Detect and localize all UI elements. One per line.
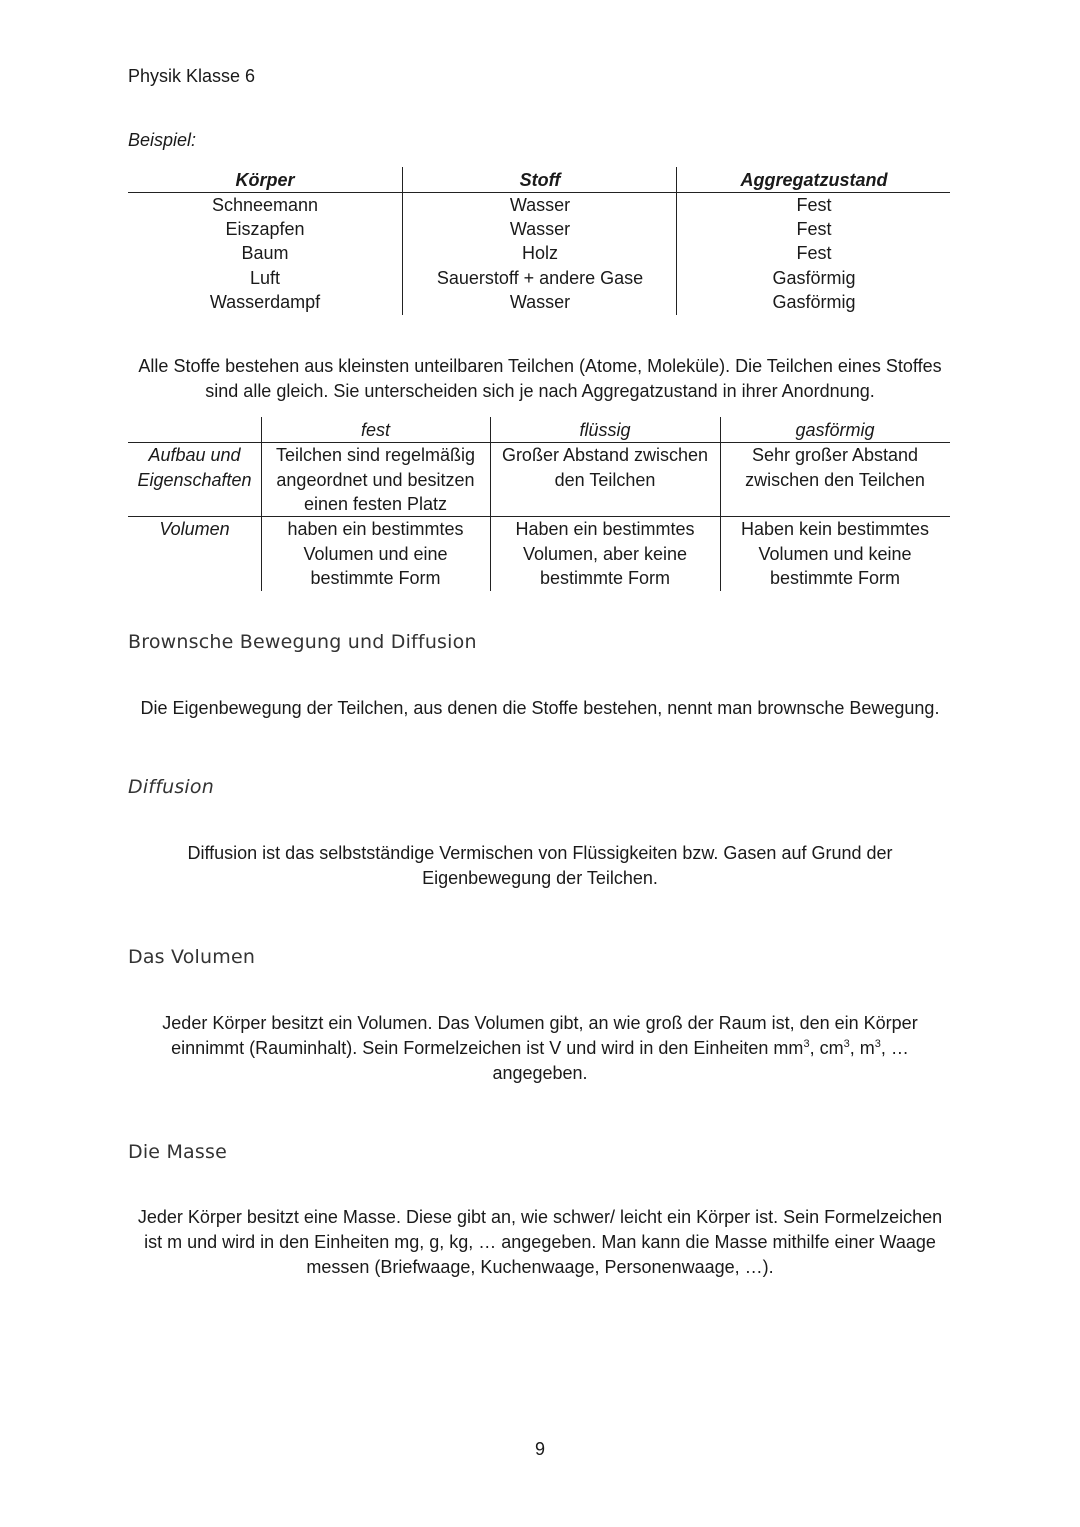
table-cell: Fest [796, 243, 832, 263]
text-segment: , … [880, 1038, 909, 1058]
text-line: messen (Briefwaage, Kuchenwaage, Personenwaage, …). [306, 1257, 774, 1277]
text-line: angegeben. [492, 1063, 588, 1083]
table-cell: Wasser [509, 195, 571, 215]
table-cell [720, 517, 950, 591]
text-line: sind alle gleich. Sie unterscheiden sich je nach Aggregatzustand in ihrer Anordnung. [205, 381, 875, 401]
label-line: Volumen [159, 519, 230, 539]
cell-line: zwischen den Teilchen [745, 469, 925, 490]
column-aggregatzustand [676, 167, 951, 315]
cell-line: bestimmte Form [539, 568, 671, 588]
table-cell: Schneemann [211, 195, 319, 215]
column-header-fluessig: flüssig [579, 420, 631, 440]
table-cell: Eiszapfen [225, 219, 305, 239]
table-cell: Fest [796, 195, 832, 215]
text-line: Eigenbewegung der Teilchen. [422, 868, 658, 888]
table-cell: Luft [249, 268, 281, 288]
text-line: Die Eigenbewegung der Teilchen, aus denen die Stoffe bestehen, nennt man brownsche Bewegung. [140, 698, 940, 718]
column-header: Körper [235, 170, 295, 190]
table-cell [261, 517, 490, 591]
page-number: 9 [534, 1439, 545, 1459]
label-line: Eigenschaften [137, 469, 252, 490]
table-cell: Holz [521, 243, 558, 263]
cell-line: bestimmte Form [310, 568, 441, 588]
cell-line: bestimmte Form [769, 568, 901, 588]
cell-line: Volumen und eine [303, 543, 448, 564]
section-heading-volumen: Das Volumen [128, 946, 256, 968]
cell-line: Teilchen sind regelmäßig [275, 445, 476, 465]
cell-line: einen festen Platz [303, 494, 448, 514]
column-header-gasfoermig: gasförmig [795, 420, 875, 440]
section-heading-brownsche: Brownsche Bewegung und Diffusion [128, 631, 477, 653]
table-cell: Gasförmig [772, 292, 856, 312]
table-cell: Baum [241, 243, 289, 263]
text-line [110, 1036, 970, 1061]
table-cell [720, 443, 950, 492]
table-cell: Sauerstoff + andere Gase [436, 268, 644, 288]
cell-line: Volumen und keine [758, 543, 912, 564]
text-line: Jeder Körper besitzt ein Volumen. Das Volumen gibt, an wie groß der Raum ist, den ein Körper [162, 1013, 918, 1033]
column-header: Aggregatzustand [740, 170, 888, 190]
row-label-aufbau [128, 443, 261, 492]
table-cell: Fest [796, 219, 832, 239]
brown-paragraph [110, 696, 970, 721]
volumen-paragraph [110, 1011, 970, 1086]
cell-line: den Teilchen [554, 469, 656, 490]
cell-line: angeordnet und besitzen [276, 469, 475, 490]
label-line: Aufbau und [148, 445, 241, 465]
table-cell: Wasser [509, 292, 571, 312]
example-table [128, 167, 950, 315]
diffusion-paragraph [110, 841, 970, 891]
text-line: Jeder Körper besitzt eine Masse. Diese gibt an, wie schwer/ leicht ein Körper ist. Sein Formelzeichen [137, 1207, 943, 1227]
states-table [128, 417, 950, 591]
column-header: Stoff [519, 170, 561, 190]
table-cell [261, 443, 490, 517]
row-label-volumen [128, 517, 261, 542]
particles-paragraph [110, 354, 970, 404]
cell-line: Haben kein bestimmtes [740, 519, 930, 539]
cell-line: Großer Abstand zwischen [501, 445, 709, 465]
text-line: Alle Stoffe bestehen aus kleinsten unteilbaren Teilchen (Atome, Moleküle). Die Teilchen eines Stoffes [138, 356, 942, 376]
text-segment: , m [849, 1038, 875, 1058]
page-header: Physik Klasse 6 [128, 66, 256, 86]
text-segment: , cm [809, 1038, 844, 1058]
section-heading-diffusion: Diffusion [128, 776, 214, 798]
masse-paragraph [110, 1205, 970, 1280]
column-stoff [402, 167, 677, 315]
table-cell: Gasförmig [772, 268, 856, 288]
text-segment: einnimmt (Rauminhalt). Sein Formelzeichen ist V und wird in den Einheiten mm [171, 1038, 804, 1058]
superscript: 3 [874, 1038, 881, 1050]
text-line: Diffusion ist das selbstständige Vermischen von Flüssigkeiten bzw. Gasen auf Grund der [187, 843, 893, 863]
table-cell: Wasserdampf [209, 292, 321, 312]
superscript: 3 [803, 1038, 810, 1050]
table-cell: Wasser [509, 219, 571, 239]
section-heading-masse: Die Masse [128, 1141, 227, 1163]
table-cell [490, 517, 720, 591]
column-koerper [128, 167, 402, 315]
cell-line: Sehr großer Abstand [751, 445, 919, 465]
cell-line: Haben ein bestimmtes [515, 519, 695, 539]
superscript: 3 [843, 1038, 850, 1050]
cell-line: Volumen, aber keine [522, 543, 688, 564]
cell-line: haben ein bestimmtes [287, 519, 464, 539]
text-line: ist m und wird in den Einheiten mg, g, kg, … angegeben. Man kann die Masse mithilfe einer Waage [144, 1232, 936, 1252]
example-label: Beispiel: [128, 130, 197, 150]
table-cell [490, 443, 720, 492]
column-header-fest: fest [360, 420, 390, 440]
